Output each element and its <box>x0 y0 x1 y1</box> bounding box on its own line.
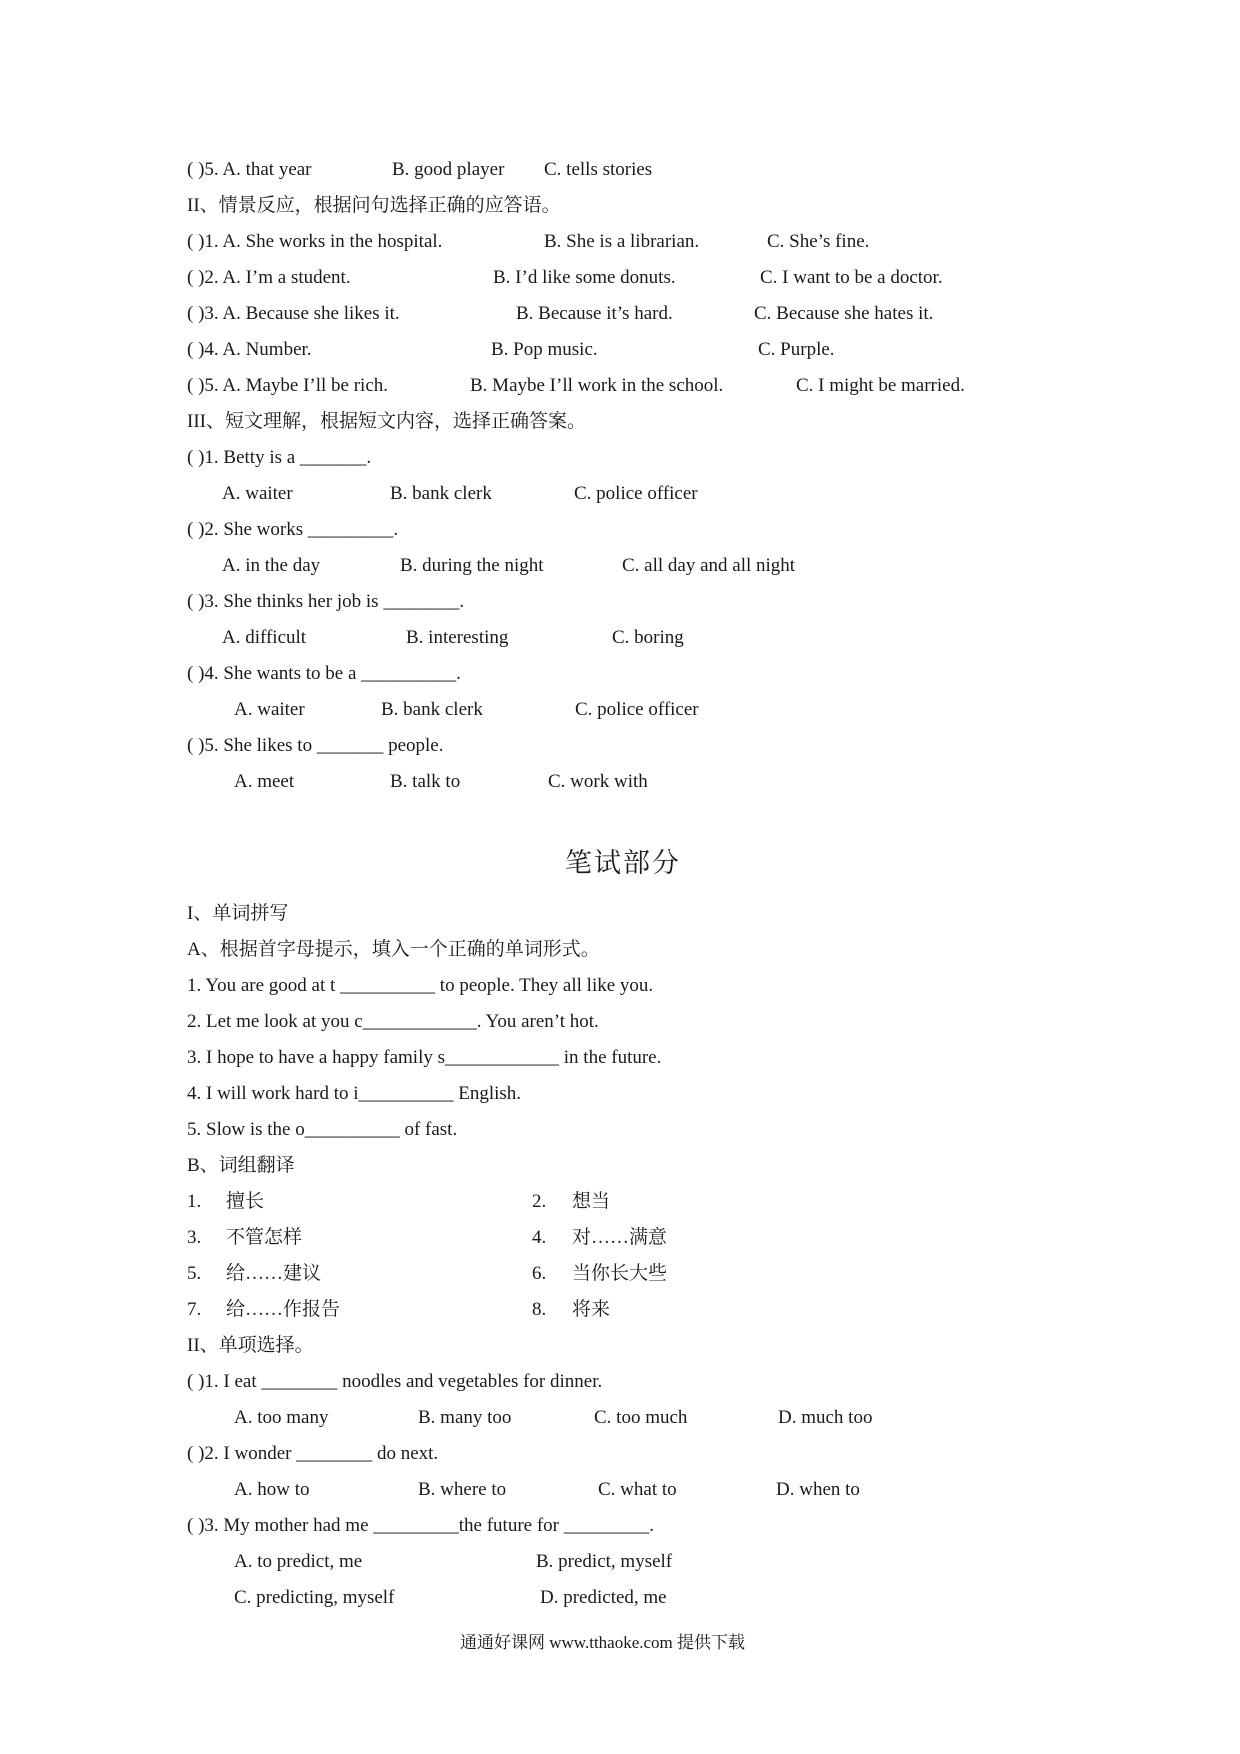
spelling-item: 4. I will work hard to i__________ English. <box>187 1083 522 1104</box>
spelling-item: 1. You are good at t __________ to people. They all like you. <box>187 975 654 996</box>
section-heading: I、单词拼写 <box>187 903 289 924</box>
option-b: B. during the night <box>400 555 544 576</box>
question-stem: ( )2. She works _________. <box>187 519 399 540</box>
phrase-text: 擅长 <box>226 1191 265 1212</box>
option-b: B. good player <box>392 159 505 180</box>
option-a: A. meet <box>234 771 295 792</box>
phrase-text: 将来 <box>572 1299 611 1320</box>
phrase-text: 对……满意 <box>572 1227 668 1248</box>
question-stem: ( )3. She thinks her job is ________. <box>187 591 465 612</box>
phrase-number: 6. <box>532 1263 547 1284</box>
question-stem: ( )4. She wants to be a __________. <box>187 663 461 684</box>
spelling-item: 2. Let me look at you c____________. You aren’t hot. <box>187 1011 599 1032</box>
phrase-text: 给……作报告 <box>226 1299 341 1320</box>
option-c: C. I want to be a doctor. <box>760 267 943 288</box>
phrase-number: 1. <box>187 1191 202 1212</box>
phrase-text: 给……建议 <box>226 1263 322 1284</box>
option-c: C. tells stories <box>544 159 653 180</box>
subsection-heading: B、词组翻译 <box>187 1155 295 1176</box>
option-b: B. Because it’s hard. <box>516 303 673 324</box>
footer-text: 通通好课网 www.tthaoke.com 提供下载 <box>460 1633 746 1652</box>
option-c: C. police officer <box>575 699 699 720</box>
option-b: B. many too <box>418 1407 512 1428</box>
option-b: B. She is a librarian. <box>544 231 700 252</box>
phrase-number: 2. <box>532 1191 547 1212</box>
option-a: A. how to <box>234 1479 310 1500</box>
question-stem: ( )3. My mother had me _________the future for _________. <box>187 1515 654 1536</box>
option-d: D. predicted, me <box>540 1587 667 1608</box>
option-d: D. much too <box>778 1407 873 1428</box>
option-c: C. I might be married. <box>796 375 965 396</box>
subsection-heading: A、根据首字母提示，填入一个正确的单词形式。 <box>187 939 600 960</box>
question-stem: ( )1. Betty is a _______. <box>187 447 372 468</box>
option-b: B. predict, myself <box>536 1551 673 1572</box>
question-stem: ( )1. A. She works in the hospital. <box>187 231 443 252</box>
option-b: B. I’d like some donuts. <box>493 267 676 288</box>
phrase-number: 8. <box>532 1299 547 1320</box>
option-b: B. interesting <box>406 627 509 648</box>
option-a: A. to predict, me <box>234 1551 363 1572</box>
option-c: C. boring <box>612 627 684 648</box>
option-a: A. in the day <box>222 555 321 576</box>
phrase-number: 7. <box>187 1299 202 1320</box>
option-c: C. predicting, myself <box>234 1587 395 1608</box>
option-c: C. work with <box>548 771 648 792</box>
option-c: C. police officer <box>574 483 698 504</box>
section-heading: II、情景反应，根据问句选择正确的应答语。 <box>187 195 561 216</box>
option-b: B. talk to <box>390 771 461 792</box>
option-c: C. too much <box>594 1407 688 1428</box>
section-heading: III、短文理解，根据短文内容，选择正确答案。 <box>187 411 586 432</box>
question-stem: ( )3. A. Because she likes it. <box>187 303 400 324</box>
phrase-text: 当你长大些 <box>572 1263 668 1284</box>
option-c: C. all day and all night <box>622 555 796 576</box>
section-heading: II、单项选择。 <box>187 1335 314 1356</box>
question-stem: ( )5. A. Maybe I’ll be rich. <box>187 375 389 396</box>
phrase-number: 3. <box>187 1227 202 1248</box>
question-stem: ( )1. I eat ________ noodles and vegetables for dinner. <box>187 1371 603 1392</box>
question-stem: ( )2. I wonder ________ do next. <box>187 1443 439 1464</box>
option-c: C. She’s fine. <box>767 231 870 252</box>
option-b: B. Pop music. <box>491 339 598 360</box>
phrase-text: 不管怎样 <box>226 1227 303 1248</box>
option-c: C. Because she hates it. <box>754 303 934 324</box>
question-stem: ( )2. A. I’m a student. <box>187 267 351 288</box>
option-b: B. bank clerk <box>381 699 483 720</box>
option-a: A. waiter <box>234 699 305 720</box>
question-stem: ( )4. A. Number. <box>187 339 312 360</box>
option-c: C. Purple. <box>758 339 835 360</box>
option-a: A. waiter <box>222 483 293 504</box>
option-b: B. where to <box>418 1479 507 1500</box>
option-a: A. difficult <box>222 627 307 648</box>
phrase-number: 5. <box>187 1263 202 1284</box>
option-b: B. Maybe I’ll work in the school. <box>470 375 724 396</box>
spelling-item: 3. I hope to have a happy family s____________ in the future. <box>187 1047 662 1068</box>
part-title: 笔试部分 <box>565 848 681 878</box>
option-d: D. when to <box>776 1479 860 1500</box>
option-a: A. too many <box>234 1407 329 1428</box>
phrase-number: 4. <box>532 1227 547 1248</box>
question-stem: ( )5. She likes to _______ people. <box>187 735 444 756</box>
phrase-text: 想当 <box>572 1191 611 1212</box>
spelling-item: 5. Slow is the o__________ of fast. <box>187 1119 458 1140</box>
option-c: C. what to <box>598 1479 677 1500</box>
question-stem: ( )5. A. that year <box>187 159 312 180</box>
option-b: B. bank clerk <box>390 483 492 504</box>
